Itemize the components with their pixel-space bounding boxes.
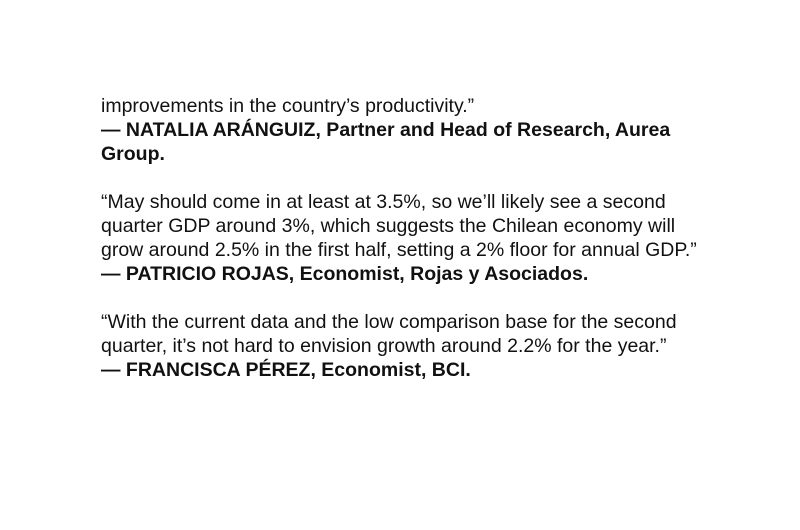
quote-text: “With the current data and the low comparison base for the second quarter, it’s not hard to envision growth around 2.2% for the year.”: [101, 311, 677, 357]
quote-text: “May should come in at least at 3.5%, so we’ll likely see a second quarter GDP around 3%, which suggests the Chilean economy will grow around 2.5% in the first half, setting a 2% floor for annual GDP.”: [101, 191, 697, 261]
quote-text: improvements in the country’s productivity.”: [101, 95, 475, 117]
quote-block-rojas: [101, 190, 721, 286]
quote-block-aranguiz: [101, 94, 721, 166]
quote-block-perez: [101, 310, 721, 382]
quote-attribution: — FRANCISCA PÉREZ, Economist, BCI.: [101, 359, 471, 381]
quotes-document: [101, 94, 721, 382]
quote-attribution: — PATRICIO ROJAS, Economist, Rojas y Asociados.: [101, 263, 589, 285]
quote-attribution: — NATALIA ARÁNGUIZ, Partner and Head of Research, Aurea Group.: [101, 119, 671, 165]
